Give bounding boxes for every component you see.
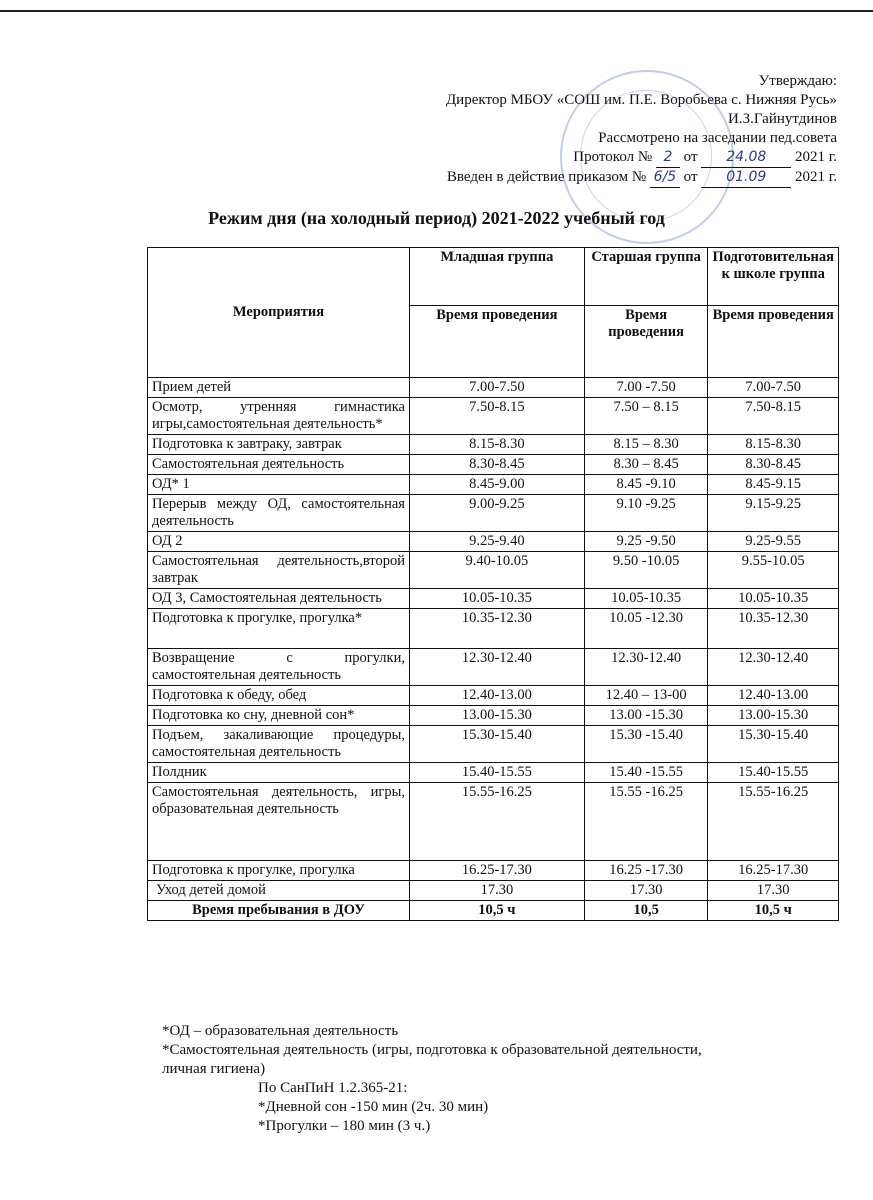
table-row	[148, 475, 839, 495]
header-time-junior: Время проведения	[409, 306, 584, 378]
time-cell: 15.30 -15.40	[584, 726, 708, 763]
time-cell: 16.25-17.30	[409, 861, 584, 881]
event-cell: Подготовка к прогулке, прогулка*	[148, 609, 410, 649]
table-row	[148, 609, 839, 649]
order-from: от	[683, 169, 698, 185]
table-row	[148, 861, 839, 881]
event-cell: Подготовка к прогулке, прогулка	[148, 861, 410, 881]
time-cell: 13.00 -15.30	[584, 706, 708, 726]
event-cell: Уход детей домой	[148, 881, 410, 901]
event-cell: Осмотр, утренняя гимнастика игры,самостоятельная деятельность*	[148, 398, 410, 435]
time-cell: 12.30-12.40	[584, 649, 708, 686]
time-cell: 15.40-15.55	[409, 763, 584, 783]
approval-line-1: Утверждаю:	[758, 73, 837, 89]
table-row	[148, 455, 839, 475]
event-cell: Полдник	[148, 763, 410, 783]
time-cell: 8.45 -9.10	[584, 475, 708, 495]
time-cell: 9.10 -9.25	[584, 495, 708, 532]
protocol-date-handwritten: 24.08	[701, 148, 791, 168]
page-title: Режим дня (на холодный период) 2021-2022 учебный год	[208, 208, 665, 228]
time-cell: 12.40 – 13-00	[584, 686, 708, 706]
protocol-line	[446, 148, 837, 168]
time-cell: 10.35-12.30	[708, 609, 839, 649]
time-cell: 7.50-8.15	[708, 398, 839, 435]
time-cell: 15.40-15.55	[708, 763, 839, 783]
time-cell: 8.45-9.00	[409, 475, 584, 495]
event-cell: Подготовка ко сну, дневной сон*	[148, 706, 410, 726]
time-cell: 13.00-15.30	[708, 706, 839, 726]
time-cell: 17.30	[708, 881, 839, 901]
event-cell: ОД 2	[148, 532, 410, 552]
time-cell: 12.30-12.40	[708, 649, 839, 686]
time-cell: 10.05 -12.30	[584, 609, 708, 649]
note-walks: *Прогулки – 180 мин (3 ч.)	[258, 1118, 431, 1134]
table-row	[148, 435, 839, 455]
schedule-table	[147, 247, 839, 921]
table-row	[148, 686, 839, 706]
table-row	[148, 706, 839, 726]
top-border-line	[0, 10, 873, 12]
time-cell: 17.30	[584, 881, 708, 901]
event-cell: Подготовка к обеду, обед	[148, 686, 410, 706]
time-cell: 9.15-9.25	[708, 495, 839, 532]
time-cell: 8.30-8.45	[409, 455, 584, 475]
header-group-senior: Старшая группа	[584, 248, 708, 306]
time-cell: 10.05-10.35	[584, 589, 708, 609]
time-cell: 8.15 – 8.30	[584, 435, 708, 455]
table-row	[148, 552, 839, 589]
header-time-preparatory: Время проведения	[708, 306, 839, 378]
table-row	[148, 589, 839, 609]
time-cell: 10.05-10.35	[409, 589, 584, 609]
total-cell: 10,5 ч	[409, 901, 584, 921]
time-cell: 8.15-8.30	[708, 435, 839, 455]
event-cell: Перерыв между ОД, самостоятельная деятельность	[148, 495, 410, 532]
note-day-sleep: *Дневной сон -150 мин (2ч. 30 мин)	[258, 1099, 489, 1115]
protocol-prefix: Протокол №	[573, 149, 653, 165]
total-cell: 10,5	[584, 901, 708, 921]
time-cell: 15.30-15.40	[409, 726, 584, 763]
protocol-year: 2021 г.	[795, 149, 837, 165]
time-cell: 9.25 -9.50	[584, 532, 708, 552]
approval-line-3: И.З.Гайнутдинов	[728, 111, 837, 127]
footnotes	[162, 1022, 702, 1136]
event-cell: Самостоятельная деятельность,второй завтрак	[148, 552, 410, 589]
time-cell: 8.30-8.45	[708, 455, 839, 475]
time-cell: 12.30-12.40	[409, 649, 584, 686]
time-cell: 9.25-9.40	[409, 532, 584, 552]
protocol-number-handwritten: 2	[656, 148, 680, 168]
order-line	[446, 168, 837, 188]
table-row	[148, 783, 839, 861]
total-label: Время пребывания в ДОУ	[148, 901, 410, 921]
protocol-from: от	[683, 149, 698, 165]
time-cell: 15.55-16.25	[708, 783, 839, 861]
total-cell: 10,5 ч	[708, 901, 839, 921]
event-cell: ОД 3, Самостоятельная деятельность	[148, 589, 410, 609]
time-cell: 15.40 -15.55	[584, 763, 708, 783]
approval-line-2: Директор МБОУ «СОШ им. П.Е. Воробьева с. Нижняя Русь»	[445, 92, 837, 108]
order-date-handwritten: 01.09	[701, 168, 791, 188]
approval-block	[446, 72, 837, 188]
time-cell: 10.05-10.35	[708, 589, 839, 609]
time-cell: 7.00 -7.50	[584, 378, 708, 398]
note-sanpin: По СанПиН 1.2.365-21:	[258, 1080, 408, 1096]
time-cell: 9.00-9.25	[409, 495, 584, 532]
event-cell: Самостоятельная деятельность	[148, 455, 410, 475]
table-row	[148, 881, 839, 901]
time-cell: 9.25-9.55	[708, 532, 839, 552]
time-cell: 8.30 – 8.45	[584, 455, 708, 475]
time-cell: 15.30-15.40	[708, 726, 839, 763]
table-row	[148, 378, 839, 398]
header-group-preparatory: Подготовительная к школе группа	[708, 248, 839, 306]
time-cell: 9.40-10.05	[409, 552, 584, 589]
order-prefix: Введен в действие приказом №	[446, 169, 647, 185]
time-cell: 15.55-16.25	[409, 783, 584, 861]
time-cell: 16.25-17.30	[708, 861, 839, 881]
time-cell: 9.55-10.05	[708, 552, 839, 589]
table-row	[148, 398, 839, 435]
time-cell: 16.25 -17.30	[584, 861, 708, 881]
header-events: Мероприятия	[148, 248, 410, 378]
event-cell: Самостоятельная деятельность, игры, образовательная деятельность	[148, 783, 410, 861]
time-cell: 9.50 -10.05	[584, 552, 708, 589]
time-cell: 15.55 -16.25	[584, 783, 708, 861]
time-cell: 13.00-15.30	[409, 706, 584, 726]
table-row	[148, 649, 839, 686]
event-cell: Подъем, закаливающие процедуры, самостоятельная деятельность	[148, 726, 410, 763]
time-cell: 7.50-8.15	[409, 398, 584, 435]
time-cell: 10.35-12.30	[409, 609, 584, 649]
time-cell: 8.15-8.30	[409, 435, 584, 455]
time-cell: 7.00-7.50	[708, 378, 839, 398]
event-cell: Подготовка к завтраку, завтрак	[148, 435, 410, 455]
table-row	[148, 532, 839, 552]
time-cell: 12.40-13.00	[409, 686, 584, 706]
approval-line-4: Рассмотрено на заседании пед.совета	[598, 130, 837, 146]
total-row	[148, 901, 839, 921]
note-independent-activity: *Самостоятельная деятельность (игры, подготовка к образовательной деятельности,	[162, 1042, 702, 1058]
order-year: 2021 г.	[795, 169, 837, 185]
table-row	[148, 726, 839, 763]
event-cell: ОД* 1	[148, 475, 410, 495]
time-cell: 7.50 – 8.15	[584, 398, 708, 435]
table-row	[148, 763, 839, 783]
header-time-senior: Время проведения	[584, 306, 708, 378]
order-number-handwritten: 6/5	[650, 168, 680, 188]
time-cell: 17.30	[409, 881, 584, 901]
time-cell: 7.00-7.50	[409, 378, 584, 398]
event-cell: Возвращение с прогулки, самостоятельная деятельность	[148, 649, 410, 686]
time-cell: 8.45-9.15	[708, 475, 839, 495]
header-group-junior: Младшая группа	[409, 248, 584, 306]
note-od: *ОД – образовательная деятельность	[162, 1023, 399, 1039]
time-cell: 12.40-13.00	[708, 686, 839, 706]
note-independent-activity-cont: личная гигиена)	[162, 1061, 266, 1077]
event-cell: Прием детей	[148, 378, 410, 398]
table-row	[148, 495, 839, 532]
